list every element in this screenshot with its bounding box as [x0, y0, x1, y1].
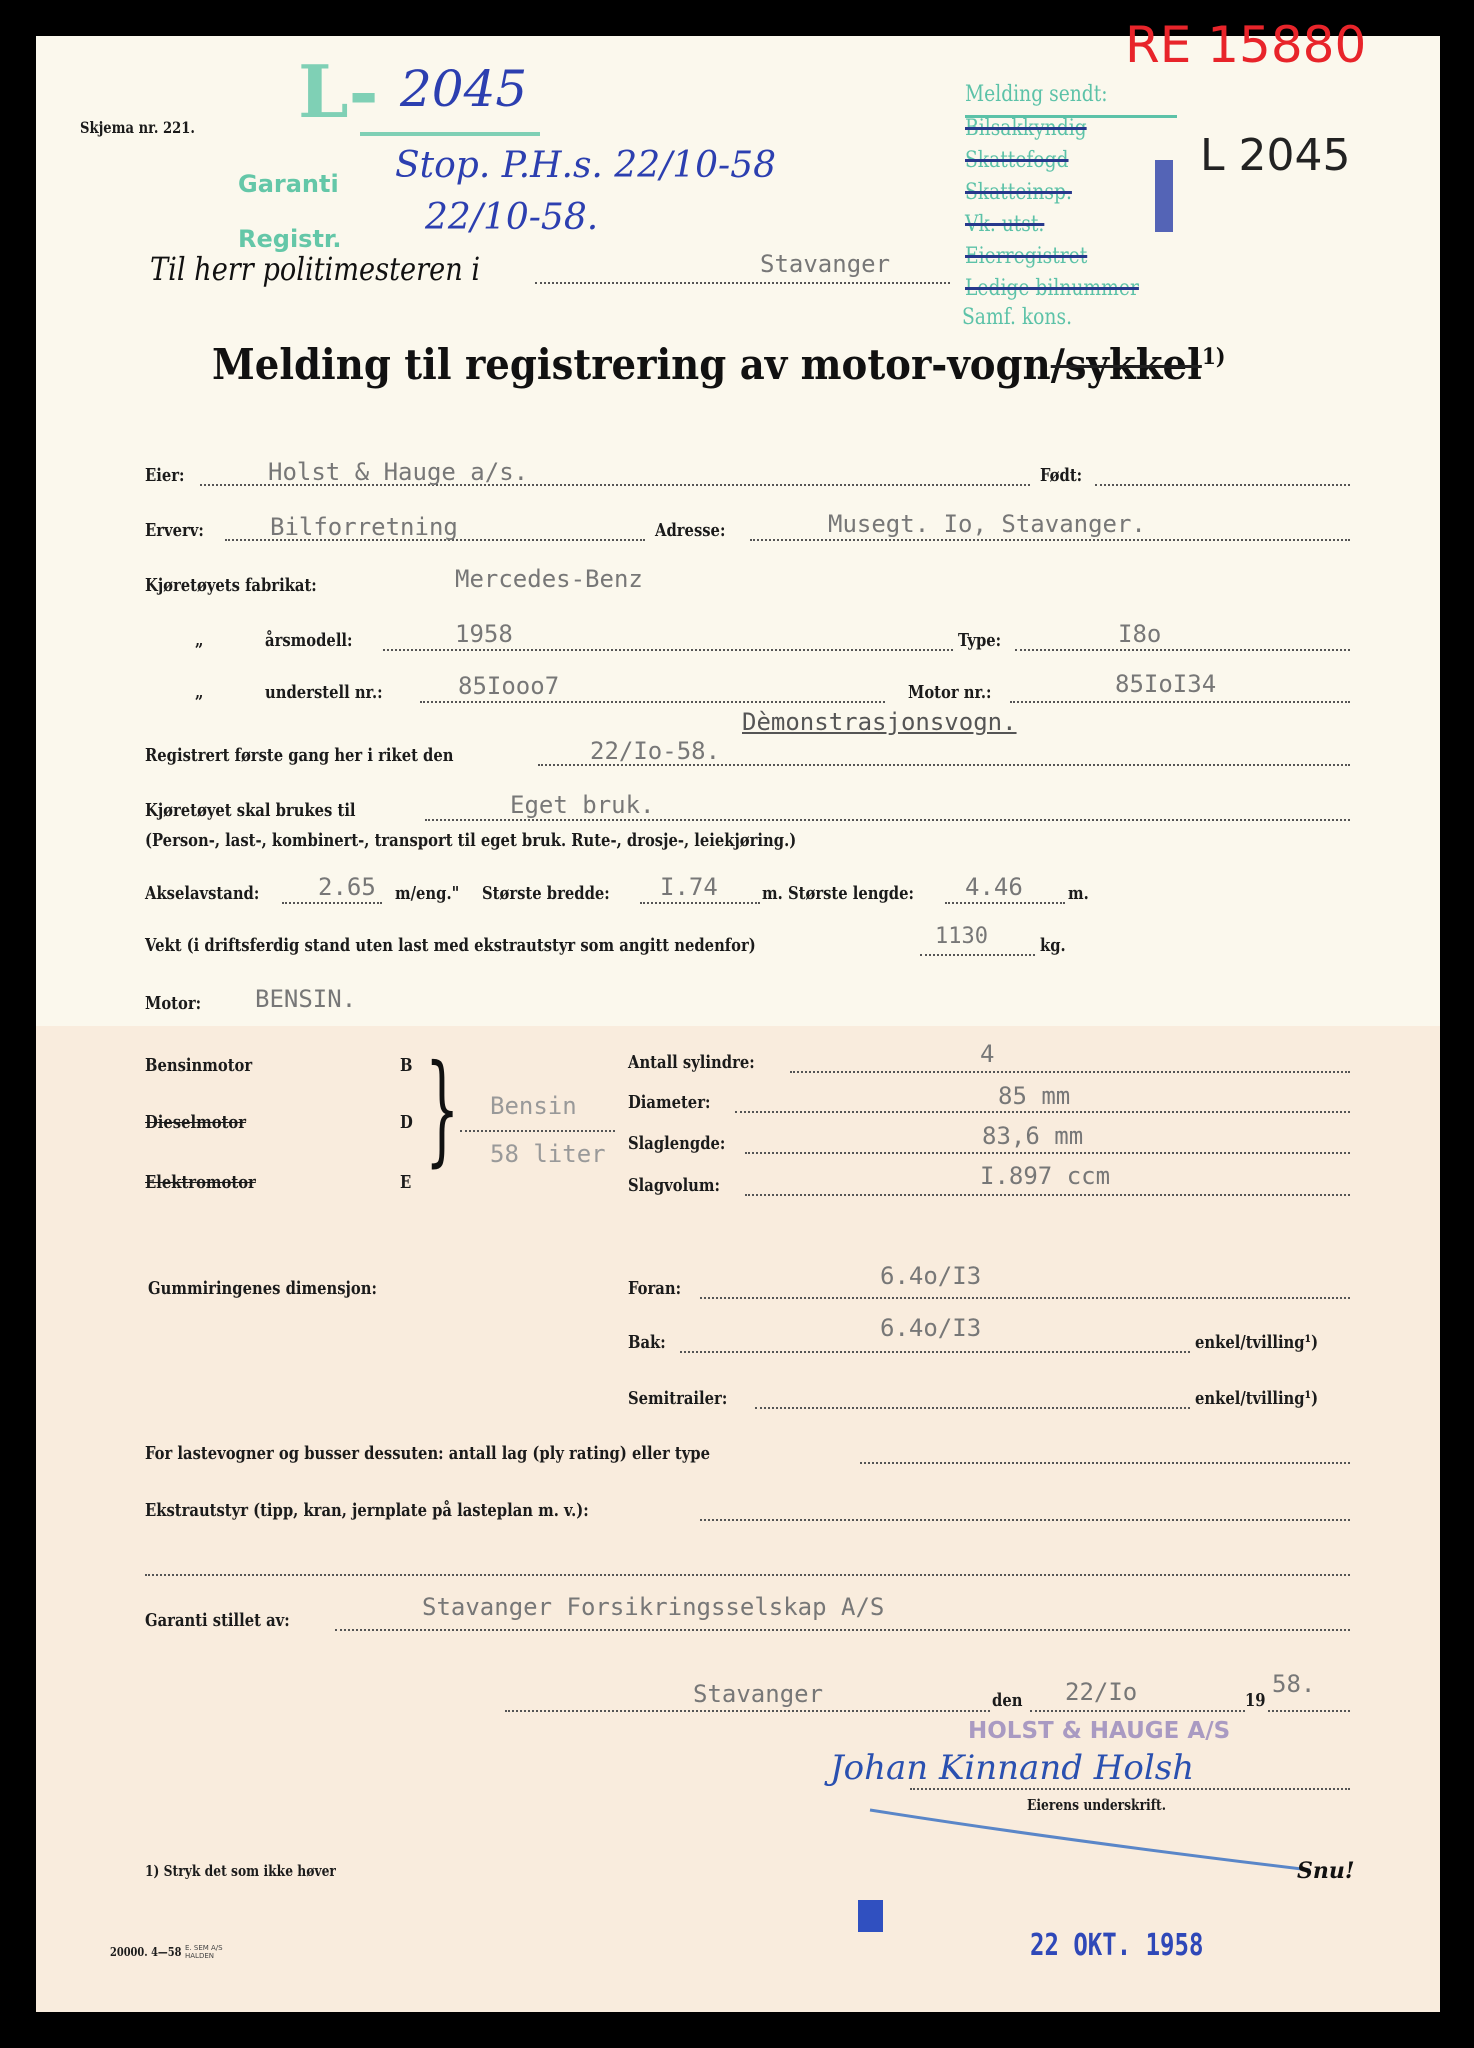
ekstrautstyr-line: [700, 1519, 1350, 1521]
sent-item: Skattefogd: [965, 148, 1069, 173]
date-line: [1030, 1710, 1245, 1712]
motor-value[interactable]: BENSIN.: [255, 985, 357, 1013]
bruk-line: [425, 819, 1350, 821]
aksel-value[interactable]: 2.65: [318, 873, 376, 901]
bruk-note: (Person-, last-, kombinert-, transport til eget bruk. Rute-, drosje-, leiekjøring.): [145, 830, 797, 851]
sent-item: Eierregistret: [965, 244, 1088, 269]
bruk-label: Kjøretøyet skal brukes til: [145, 800, 356, 821]
semi-label: Semitrailer:: [628, 1388, 728, 1409]
recipient-label: Til herr politimesteren i: [150, 250, 481, 288]
fuel-line: [460, 1130, 615, 1132]
sent-list-title: Melding sendt:: [965, 82, 1108, 107]
tires-label: Gummiringenes dimensjon:: [148, 1278, 377, 1299]
spec-value[interactable]: 83,6 mm: [982, 1122, 1084, 1150]
company-stamp: HOLST & HAUGE A/S: [968, 1718, 1231, 1744]
spec-value[interactable]: I.897 ccm: [980, 1162, 1111, 1190]
fabrikat-value[interactable]: Mercedes-Benz: [455, 565, 643, 593]
date-value[interactable]: 22/Io: [1065, 1678, 1138, 1706]
lastevogner-line: [860, 1462, 1350, 1464]
erverv-value[interactable]: Bilforretning: [270, 513, 458, 541]
erverv-label: Erverv:: [145, 520, 204, 541]
registrert-label: Registrert første gang her i riket den: [145, 745, 454, 766]
type-value[interactable]: I8o: [1118, 620, 1162, 648]
engine-type-bensin: Bensinmotor: [145, 1055, 253, 1076]
spec-label: Slaglengde:: [628, 1133, 726, 1154]
bredde-line: [640, 902, 760, 904]
garanti-hand: Stop. P.H.s. 22/10-58: [395, 145, 777, 186]
title-struck: /sykkel: [1050, 340, 1202, 389]
hand-l-number: 2045: [400, 60, 528, 118]
engine-code-b: B: [400, 1055, 413, 1076]
ditto-mark: „: [195, 682, 204, 703]
bredde-value[interactable]: I.74: [660, 873, 718, 901]
vekt-label: Vekt (i driftsferdig stand uten last med ekstrautstyr som angitt nedenfor): [145, 935, 756, 956]
title-main: Melding til registrering av motor-vogn: [212, 340, 1051, 389]
engine-code-e: E: [400, 1172, 412, 1193]
spec-line: [745, 1152, 1350, 1154]
eier-label: Eier:: [145, 465, 185, 486]
semi-enkel-tvilling: enkel/tvilling¹): [1195, 1388, 1319, 1409]
sent-item: Bilsakkyndig: [965, 116, 1087, 141]
arsmodell-value[interactable]: 1958: [455, 620, 513, 648]
registr-stamp-label: Registr.: [238, 225, 342, 253]
title-footnote: 1): [1201, 344, 1226, 370]
arsmodell-label: årsmodell:: [265, 630, 353, 651]
motor-nr-line: [1010, 701, 1350, 703]
vekt-unit: kg.: [1040, 935, 1066, 956]
motor-nr-value[interactable]: 85IoI34: [1115, 670, 1217, 698]
understell-label: understell nr.:: [265, 682, 383, 703]
place-line: [505, 1710, 990, 1712]
fodt-line: [1095, 484, 1350, 486]
fabrikat-label: Kjøretøyets fabrikat:: [145, 575, 317, 596]
bak-line: [680, 1351, 1190, 1353]
lengde-label: Største lengde:: [788, 883, 914, 904]
sent-item: Samf. kons.: [962, 305, 1073, 330]
registr-hand: 22/10-58.: [425, 197, 599, 238]
footnote: 1) Stryk det som ikke høver: [145, 1862, 336, 1880]
engine-type-elektro: Elektromotor: [145, 1172, 256, 1193]
motor-label: Motor:: [145, 993, 202, 1014]
year-value[interactable]: 58.: [1272, 1670, 1316, 1698]
sent-item: Vk. utst.: [965, 212, 1045, 237]
spec-label: Antall sylindre:: [628, 1052, 755, 1073]
type-line: [1015, 649, 1350, 651]
understell-value[interactable]: 85Iooo7: [458, 672, 560, 700]
type-label: Type:: [958, 630, 1002, 651]
date-stamp: 22 OKT. 1958: [1030, 1928, 1204, 1963]
aksel-label: Akselavstand:: [145, 883, 260, 904]
divider: [360, 132, 540, 136]
bak-enkel-tvilling: enkel/tvilling¹): [1195, 1332, 1319, 1353]
bredde-label: Største bredde:: [482, 883, 610, 904]
spec-label: Diameter:: [628, 1092, 711, 1113]
understell-line: [420, 701, 885, 703]
bak-value[interactable]: 6.4o/I3: [880, 1314, 982, 1342]
garanti-label: Garanti stillet av:: [145, 1610, 290, 1631]
lastevogner-label: For lastevogner og busser dessuten: antall lag (ply rating) eller type: [145, 1443, 711, 1464]
ekstrautstyr-line-2: [145, 1574, 1350, 1576]
lengde-unit: m.: [1068, 883, 1089, 904]
adresse-line: [750, 539, 1350, 541]
garanti-stamp-label: Garanti: [238, 170, 339, 198]
foran-label: Foran:: [628, 1278, 682, 1299]
ink-stamp-mark: [858, 1900, 883, 1932]
motor-nr-label: Motor nr.:: [908, 682, 992, 703]
vekt-line: [920, 954, 1035, 956]
spec-line: [735, 1111, 1350, 1113]
spec-value[interactable]: 4: [980, 1040, 995, 1068]
spec-line: [745, 1194, 1350, 1196]
engine-code-d: D: [400, 1112, 413, 1133]
year-line: [1268, 1710, 1350, 1712]
form-title: [212, 340, 1225, 389]
lengde-value[interactable]: 4.46: [965, 873, 1023, 901]
print-info: 20000. 4—58: [110, 1945, 182, 1959]
bak-label: Bak:: [628, 1332, 666, 1353]
tank-value[interactable]: 58 liter: [490, 1140, 606, 1168]
stamp-l: L-: [298, 49, 379, 134]
arsmodell-line: [383, 649, 953, 651]
hand-reference: L 2045: [1200, 130, 1351, 181]
aksel-line: [282, 902, 382, 904]
snu-label: Snu!: [1297, 1858, 1355, 1884]
adresse-value[interactable]: Musegt. Io, Stavanger.: [828, 510, 1146, 538]
garanti-line: [335, 1629, 1350, 1631]
bruk-value[interactable]: Eget bruk.: [510, 791, 655, 819]
vekt-value[interactable]: 1130: [935, 924, 988, 949]
fuel-value[interactable]: Bensin: [490, 1092, 577, 1120]
ditto-mark: „: [195, 630, 204, 651]
registrert-value[interactable]: 22/Io-58.: [590, 737, 721, 765]
foran-value[interactable]: 6.4o/I3: [880, 1262, 982, 1290]
printer-info: E. SEM A/S HALDEN: [185, 1944, 223, 1960]
sent-item: Skatteinsp.: [965, 180, 1072, 205]
eier-value[interactable]: Holst & Hauge a/s.: [268, 458, 529, 486]
garanti-value[interactable]: Stavanger Forsikringsselskap A/S: [422, 1593, 885, 1621]
recipient-value[interactable]: Stavanger: [760, 250, 891, 278]
place-value[interactable]: Stavanger: [693, 1680, 824, 1708]
ink-scribble: [1155, 160, 1173, 232]
signature-flourish: [860, 1800, 1320, 1880]
recipient-line: [535, 282, 950, 284]
sent-item: Ledige bilnummer: [965, 276, 1139, 301]
bredde-unit: m.: [762, 883, 783, 904]
engine-type-diesel: Dieselmotor: [145, 1112, 247, 1133]
semi-line: [755, 1407, 1190, 1409]
signature-line: [910, 1788, 1350, 1790]
adresse-label: Adresse:: [655, 520, 726, 541]
spec-line: [790, 1071, 1350, 1073]
den-label: den: [992, 1690, 1023, 1711]
aksel-unit: m/eng.": [395, 883, 460, 904]
spec-value[interactable]: 85 mm: [998, 1082, 1071, 1110]
century: 19: [1245, 1690, 1266, 1711]
form-number: Skjema nr. 221.: [80, 118, 195, 137]
signature: Johan Kinnand Holsh: [830, 1748, 1195, 1788]
spec-label: Slagvolum:: [628, 1175, 720, 1196]
red-reference: RE 15880: [1125, 16, 1367, 74]
lengde-line: [945, 902, 1065, 904]
ekstrautstyr-label: Ekstrautstyr (tipp, kran, jernplate på lasteplan m. v.):: [145, 1500, 589, 1521]
demo-note: Dèmonstrasjonsvogn.: [742, 708, 1017, 736]
brace: }: [425, 1040, 460, 1179]
foran-line: [700, 1297, 1350, 1299]
fodt-label: Født:: [1040, 465, 1083, 486]
signature-label: Eierens underskrift.: [1027, 1796, 1166, 1814]
